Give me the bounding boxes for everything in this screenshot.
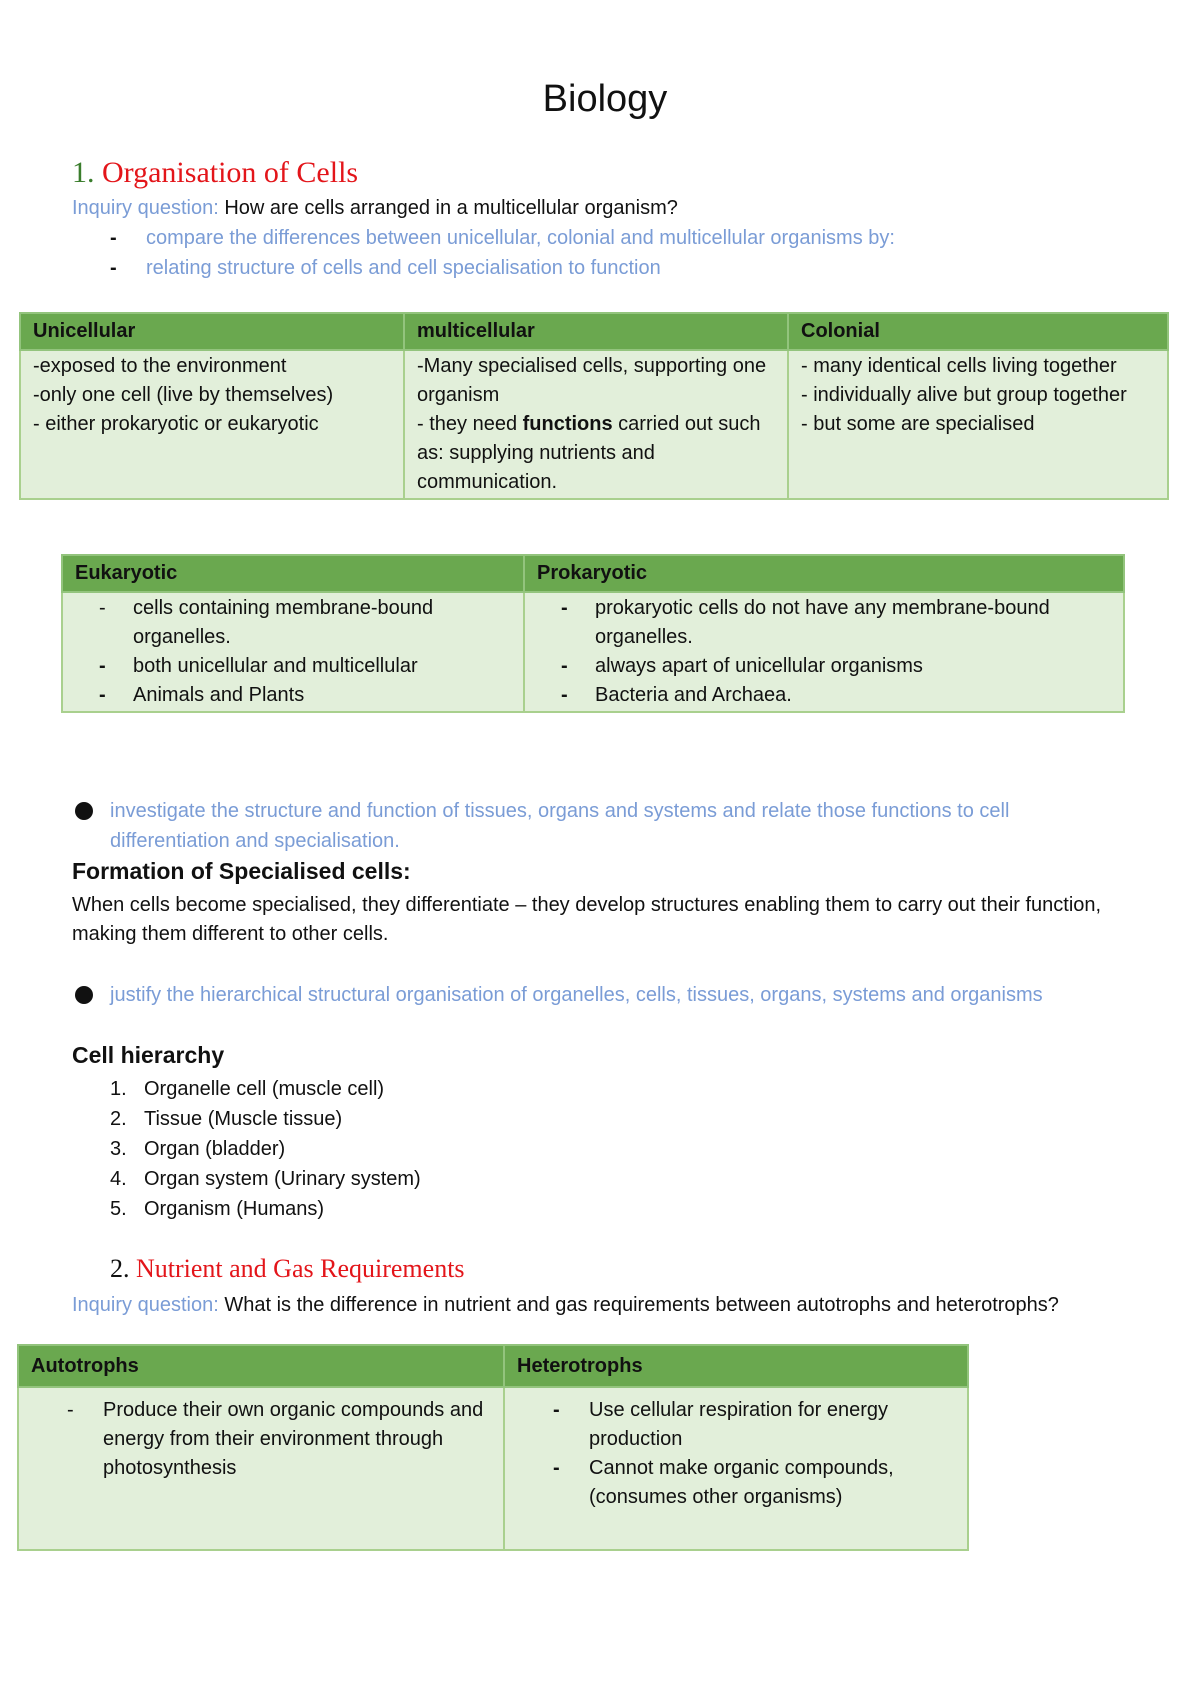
cell-line: - but some are specialised	[801, 413, 1035, 435]
inquiry-label: Inquiry question:	[72, 1294, 219, 1316]
list-item: - Cannot make organic compounds, (consumes other organisms)	[553, 1457, 894, 1508]
cell-line: - either prokaryotic or eukaryotic	[33, 413, 319, 435]
section2-number: 2.	[110, 1254, 130, 1283]
formation-text: When cells become specialised, they differentiate – they develop structures enabling them to carry out their function, making them different to other cells.	[72, 894, 1102, 945]
dash-marker: -	[110, 257, 117, 279]
hierarchy-heading: Cell hierarchy	[72, 1042, 225, 1068]
list-item: - Bacteria and Archaea.	[561, 684, 792, 706]
dash-marker: -	[110, 227, 117, 249]
header-multicellular: multicellular	[404, 313, 788, 350]
list-item: 2. Tissue (Muscle tissue)	[110, 1108, 343, 1130]
point-investigate: investigate the structure and function of tissues, organs and systems and relate those functions to cell differentiation and specialisation.	[110, 800, 1010, 852]
text-fragment: carried out such as: supplying nutrients and communication.	[417, 413, 761, 493]
list-item: - Produce their own organic compounds and energy from their environment through photosynthesis	[67, 1399, 484, 1479]
bullet-icon	[75, 986, 93, 1004]
header-eukaryotic: Eukaryotic	[62, 555, 524, 592]
cell-line: - many identical cells living together	[801, 355, 1117, 377]
cell-types-table	[19, 312, 1169, 500]
autotrophs-heterotrophs-table	[17, 1344, 969, 1551]
list-item: - always apart of unicellular organisms	[561, 655, 923, 677]
header-heterotrophs: Heterotrophs	[504, 1345, 968, 1387]
point-text: compare the differences between unicellular, colonial and multicellular organisms by:	[146, 227, 895, 249]
point-justify: justify the hierarchical structural organisation of organelles, cells, tissues, organs, systems and organisms	[110, 984, 1043, 1006]
autotrophs-cell	[18, 1387, 504, 1550]
inquiry-text: How are cells arranged in a multicellular organism?	[224, 197, 678, 219]
list-item: - Use cellular respiration for energy production	[553, 1399, 889, 1450]
cell-line: - individually alive but group together	[801, 384, 1127, 406]
list-item: 4. Organ system (Urinary system)	[110, 1168, 421, 1190]
list-item: - prokaryotic cells do not have any membrane-bound organelles.	[561, 597, 1050, 648]
prokaryotic-list	[525, 594, 1111, 710]
header-autotrophs: Autotrophs	[18, 1345, 504, 1387]
cell-line: -Many specialised cells, supporting one organism	[417, 355, 767, 406]
cell-line: -exposed to the environment	[33, 355, 287, 377]
cell-line: -only one cell (live by themselves)	[33, 384, 334, 406]
heterotrophs-list	[505, 1396, 955, 1512]
section2-title: Nutrient and Gas Requirements	[136, 1254, 465, 1283]
list-item: - cells containing membrane-bound organelles.	[99, 597, 434, 648]
eukaryotic-list	[63, 594, 511, 710]
eukaryotic-cell	[62, 592, 524, 712]
header-prokaryotic: Prokaryotic	[524, 555, 1124, 592]
section2-inquiry	[72, 1291, 1072, 1320]
page-title: Biology	[542, 78, 668, 120]
formation-heading: Formation of Specialised cells:	[72, 858, 411, 884]
point-text: relating structure of cells and cell specialisation to function	[146, 257, 661, 279]
list-item: 3. Organ (bladder)	[110, 1138, 286, 1160]
section2-heading	[110, 1254, 465, 1284]
bold-term: functions	[522, 413, 613, 435]
prokaryotic-cell	[524, 592, 1124, 712]
list-item: - both unicellular and multicellular	[99, 655, 418, 677]
colonial-cell	[788, 350, 1168, 499]
list-item: 1. Organelle cell (muscle cell)	[110, 1078, 385, 1100]
section1-heading	[72, 156, 358, 190]
heterotrophs-cell	[504, 1387, 968, 1550]
section1-point-2	[110, 257, 661, 280]
inquiry-text: What is the difference in nutrient and gas requirements between autotrophs and heterotrophs?	[224, 1294, 1059, 1316]
list-item: - Animals and Plants	[99, 684, 305, 706]
hierarchy-list	[110, 1074, 421, 1224]
inquiry-label: Inquiry question:	[72, 197, 219, 219]
list-item: 5. Organism (Humans)	[110, 1198, 325, 1220]
section1-point-1	[110, 227, 895, 250]
multicellular-cell	[404, 350, 788, 499]
header-colonial: Colonial	[788, 313, 1168, 350]
autotrophs-list	[19, 1396, 491, 1483]
section1-inquiry	[72, 197, 678, 220]
section1-number: 1.	[72, 156, 95, 189]
section1-title: Organisation of Cells	[102, 156, 359, 189]
bullet-icon	[75, 802, 93, 820]
eukaryotic-prokaryotic-table	[61, 554, 1125, 713]
header-unicellular: Unicellular	[20, 313, 404, 350]
cell-line	[417, 410, 775, 497]
text-fragment: - they need	[417, 413, 523, 435]
unicellular-cell	[20, 350, 404, 499]
